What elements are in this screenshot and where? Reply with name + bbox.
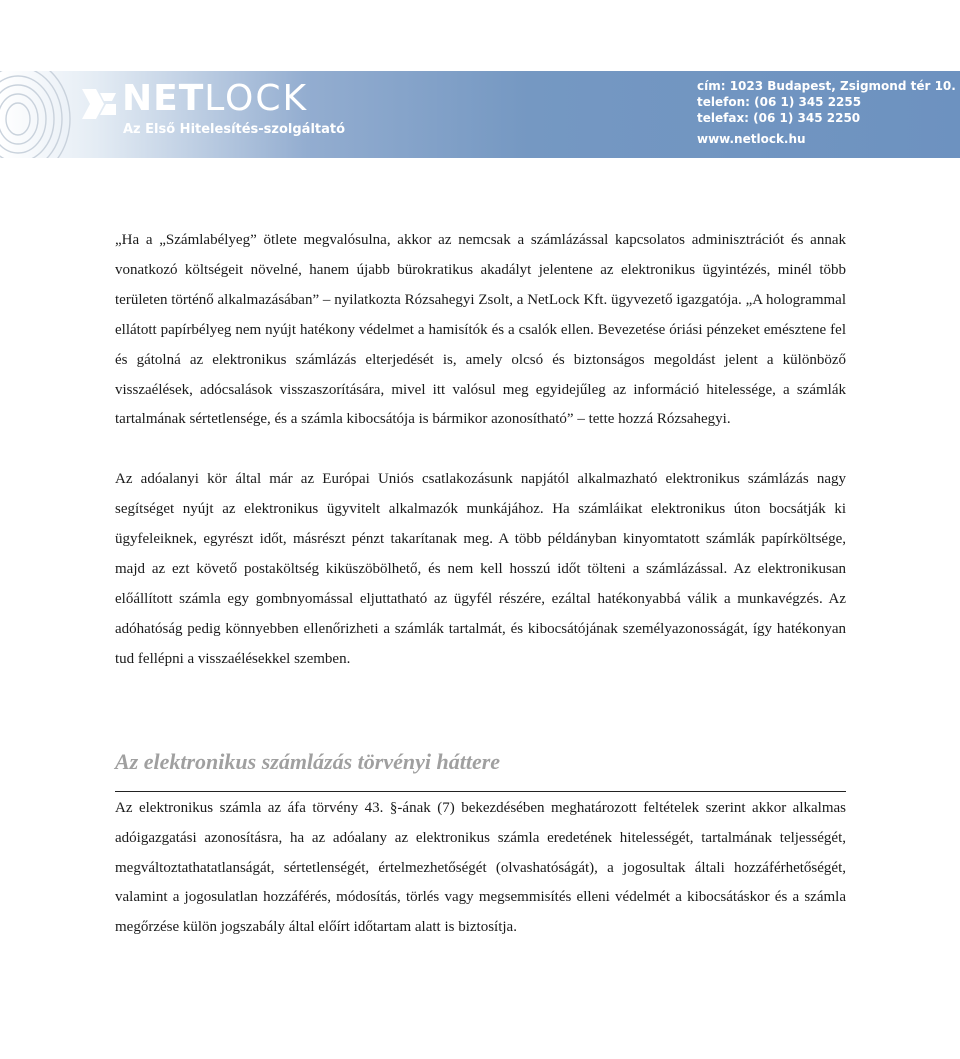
logo-net-text: NET (122, 78, 205, 119)
company-tagline: Az Első Hitelesítés-szolgáltató (123, 122, 346, 137)
document-body (115, 226, 846, 943)
logo-lock-text: LOCK (204, 78, 309, 119)
paragraph-legal: Az elektronikus számla az áfa törvény 43. §-ának (7) bekezdésében meghatározott feltételek szerint akkor alkalmas adóigazgatási azonosításra, ha az adóalany az elektronikus számla eredetének hitelességét, tartalmának teljességét, megváltoztathatatlanságát, sértetlenségét, értelmezhetőségét (olvashatóságát), a jogosultak általi hozzáférhetőségét, valamint a jogosulatlan hozzáférés, módosítás, törlés vagy megsemmisítés elleni védelmét a kibocsátáskor és a számla megőrzése külön jogszabály által előírt időtartam alatt is biztosítja. (115, 799, 846, 936)
section-heading: Az elektronikus számlázás törvényi háttere (115, 748, 501, 774)
address-text: cím: 1023 Budapest, Zsigmond tér 10. (697, 79, 956, 93)
company-logo (122, 78, 309, 119)
contact-block (697, 78, 956, 147)
fingerprint-icon (0, 71, 80, 158)
fax-text: telefax: (06 1) 345 2250 (697, 111, 861, 125)
letterhead-banner (0, 71, 960, 158)
paragraph-e-invoicing: Az adóalanyi kör által már az Európai Uniós csatlakozásunk napjától alkalmazható elektronikus számlázás nagy segítséget nyújt az elektronikus ügyvitelt alkalmazók munkájához. Ha számláikat elektronikus úton bocsátják ki ügyfeleiknek, egyrészt időt, másrészt pénzt takarítanak meg. A több példányban kinyomtatott számlák papírköltsége, majd az ezt követő postaköltség kiküszöbölhető, és nem kell hosszú időt tölteni a számlázással. Az elektronikusan előállított számla egy gombnyomással eljuttatható az ügyfél részére, ezáltal hatékonyabbá válik a munkavégzés. Az adóhatóság pedig könnyebben ellenőrizheti a számlák tartalmát, és kibocsátójának személyazonosságát, így hatékonyan tud fellépni a visszaélésekkel szemben. (115, 471, 846, 667)
heading-rule (115, 791, 846, 792)
logo-mark-icon (82, 89, 116, 119)
phone-text: telefon: (06 1) 345 2255 (697, 95, 862, 109)
paragraph-quote: „Ha a „Számlabélyeg” ötlete megvalósulna, akkor az nemcsak a számlázással kapcsolatos adminisztrációt és annak vonatkozó költségeit növelné, hanem újabb bürokratikus akadályt jelentene az elektronikus ügyintézés, minél több területen történő alkalmazásában” – nyilatkozta Rózsahegyi Zsolt, a NetLock Kft. ügyvezető igazgatója. „A hologrammal ellátott papírbélyeg nem nyújt hatékony védelmet a hamisítók és a csalók ellen. Bevezetése óriási pénzeket emésztene fel és gátolná az elektronikus számlázás elterjedését is, amely olcsó és biztonságos megoldást jelent a különböző visszaélések, adócsalások visszaszorítására, mivel itt valósul meg egyidejűleg az információ hitelessége, a számlák tartalmának sértetlensége, és a számla kibocsátója is bármikor azonosítható” – tette hozzá Rózsahegyi. (115, 232, 846, 428)
website-link[interactable]: www.netlock.hu (697, 132, 806, 146)
